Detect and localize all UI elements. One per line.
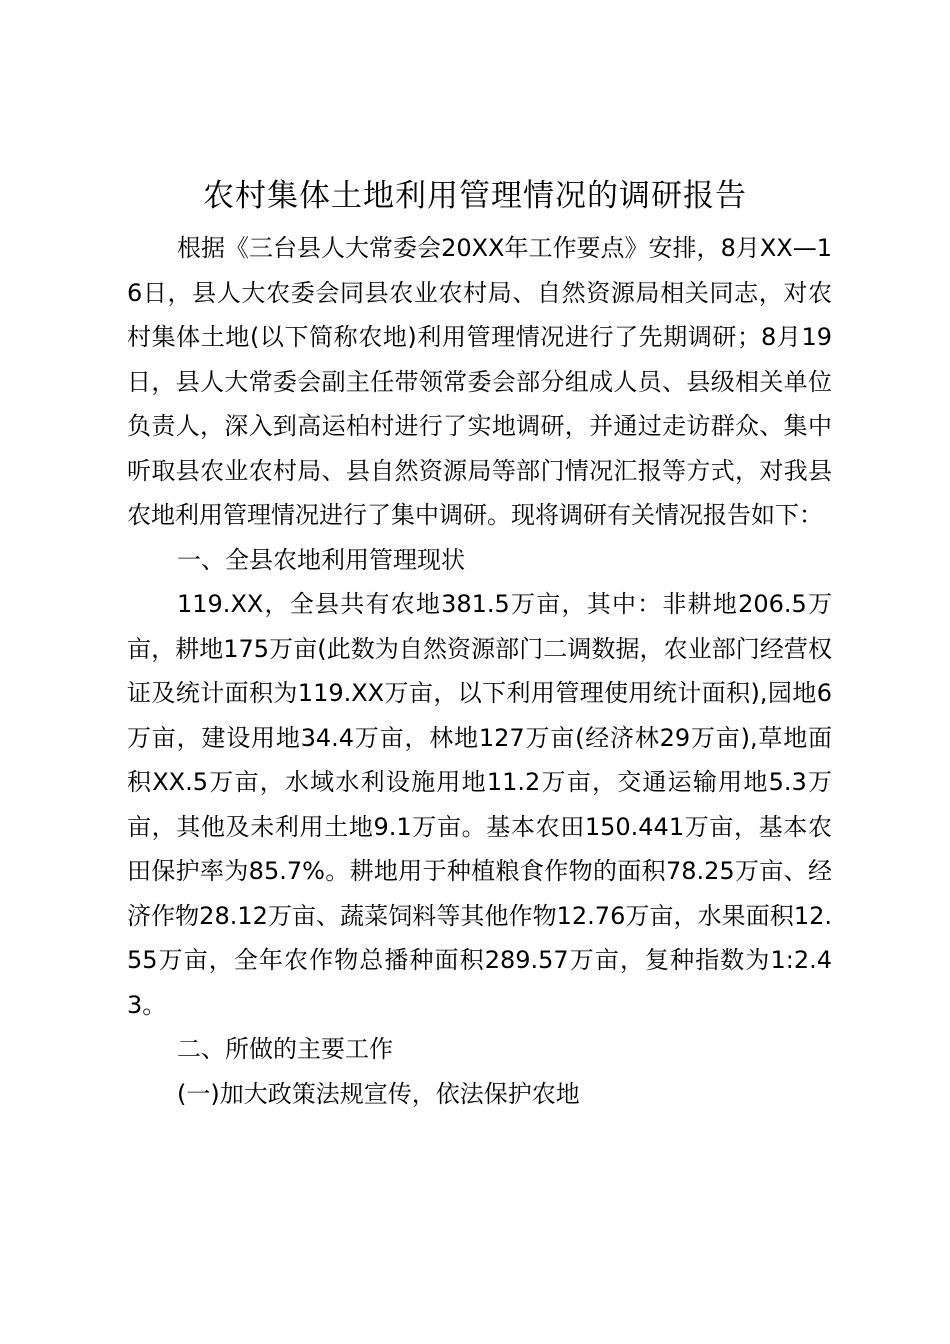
document-title: 农村集体土地利用管理情况的调研报告 bbox=[203, 178, 747, 214]
section-heading-1: 一、全县农地利用管理现状 bbox=[177, 545, 465, 574]
section-heading-2: 二、所做的主要工作 bbox=[177, 1035, 393, 1063]
intro-paragraph: 根据《三台县人大常委会20XX年工作要点》安排，8月XX—16日，县人大农委会同县农业农村局、自然资源局相关同志，对农村集体土地(以下简称农地)利用管理情况进行了先期调研；8月19日，县人大常委会副主任带领常委会部分组成人员、县级相关单位负责人，深入到高运柏村进行了实地调研，并通过走访群众、集中听取县农业农村局、县自然资源局等部门情况汇报等方式，对我县农地利用管理情况进行了集中调研。现将调研有关情况报告如下： bbox=[127, 234, 832, 529]
document-body bbox=[127, 226, 832, 1116]
land-status-paragraph: 119.XX，全县共有农地381.5万亩，其中：非耕地206.5万亩，耕地175万亩(此数为自然资源部门二调数据，农业部门经营权证及统计面积为119.XX万亩，以下利用管理使用统计面积),园地6万亩，建设用地34.4万亩，林地127万亩(经济林29万亩),草地面积XX.5万亩，水域水利设施用地11.2万亩，交通运输用地5.3万亩，其他及未利用土地9.1万亩。基本农田150.441万亩，基本农田保护率为85.7%。耕地用于种植粮食作物的面积78.25万亩、经济作物28.12万亩、蔬菜饲料等其他作物12.76万亩，水果面积12.55万亩，全年农作物总播种面积289.57万亩，复种指数为1:2.43。 bbox=[127, 590, 832, 1019]
subsection-heading-1: (一)加大政策法规宣传，依法保护农地 bbox=[177, 1079, 580, 1108]
